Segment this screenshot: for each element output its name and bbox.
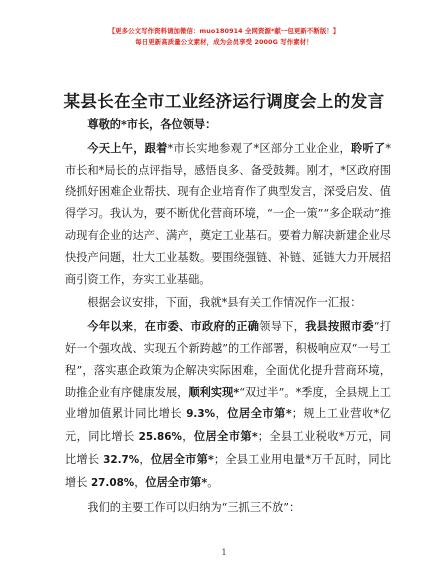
paragraph-segment: *市长实地参观了*区部分工业企业， [167,141,352,155]
promo-banner-line-2: 每日更新高质量公文素材，成为会员享受 2000G 写作素材！ [135,38,313,46]
paragraph-segment: 。 [207,475,219,489]
paragraph-segment: ；全县工业用电量*万千瓦时，同比增长 [65,452,391,489]
paragraph-segment: ；全县工业税收*万元，同比增长 [65,430,391,466]
paragraph [65,316,391,494]
paragraph-segment: 27.08% [90,476,135,489]
paragraph-segment: 聆听了 [351,140,386,155]
paragraph-segment: ， [134,475,146,489]
paragraph [65,292,391,314]
paragraph-segment: ， [181,430,194,444]
paragraph-segment: 我们的主要工作可以归纳为“三抓三不放”： [87,500,301,514]
document-title: 某县长在全市工业经济运行调度会上的发言 [63,92,385,111]
salutation: 尊敬的*市长，各位领导： [87,117,217,131]
paragraph-segment: 位居全市第* [193,429,258,444]
paragraph-segment: 32.7% [103,453,140,466]
paragraph-segment: 根据会议安排，下面，我就*县有关工作情况作一汇报： [87,296,362,310]
paragraph-segment: 跟着 [144,140,168,155]
paragraph-segment: *市长和*局长的点评指导，感悟良多、备受鼓舞。刚才，*区政府围绕抓好困难企业帮扶、现有企业培育作了典型发言，深受启发、值得学习。我认为，要不断优化营商环境，“一企一策”“多企联动”推动现有企业的达产、满产，奠定工业基石。要着力解决新建企业尽快投产问题，壮大工业基数。要围绕强链、补链、延链大力开展招商引资工作，夯实工业基础。 [65,141,391,286]
paragraph-segment: ， [139,452,151,466]
paragraph-segment: 顺利实现* [188,384,240,399]
paragraph [65,497,391,519]
paragraph-segment: ；规上工业营收*亿元，同比增长 [65,407,391,444]
paragraph-segment: “双过半” [239,385,285,399]
promo-banner-line-1: 【更多公文写作资料请加微信：muo180914 全网资源*献一包更新不断版！】 [108,27,340,35]
paragraph-segment: “打好一个强攻战、实现五个新跨越”的工作部署，积极响应双“一号工程”，落实惠企政策为企解决实际困难，全面优化提升营商环境，助推企业有序健康发展， [65,320,391,399]
promo-banner [0,26,448,48]
paragraph-segment: 位居全市第* [145,474,208,489]
paragraph-segment: ， [133,320,145,334]
paragraph-segment: 在市委、市政府的正确 [144,319,260,334]
paragraph-segment: 。*季度，全县规上工业增加值累计同比增长 [65,385,391,421]
paragraph-segment: 9.3% [186,408,216,421]
paragraph-segment: ， [215,407,228,421]
paragraph [65,138,391,291]
paragraph-segment: 今年以来 [87,319,134,334]
paragraph-segment: 位居全市第* [150,451,214,466]
page-number: 1 [221,548,227,557]
paragraph-segment: 我县按照市委 [305,319,374,334]
paragraph-segment: 位居全市第* [227,406,292,421]
paragraph-segment: 25.86% [138,431,182,444]
paragraph-segment: 领导下， [259,320,306,334]
document-body [65,114,391,518]
paragraph-segment: 今天上午， [87,140,145,155]
